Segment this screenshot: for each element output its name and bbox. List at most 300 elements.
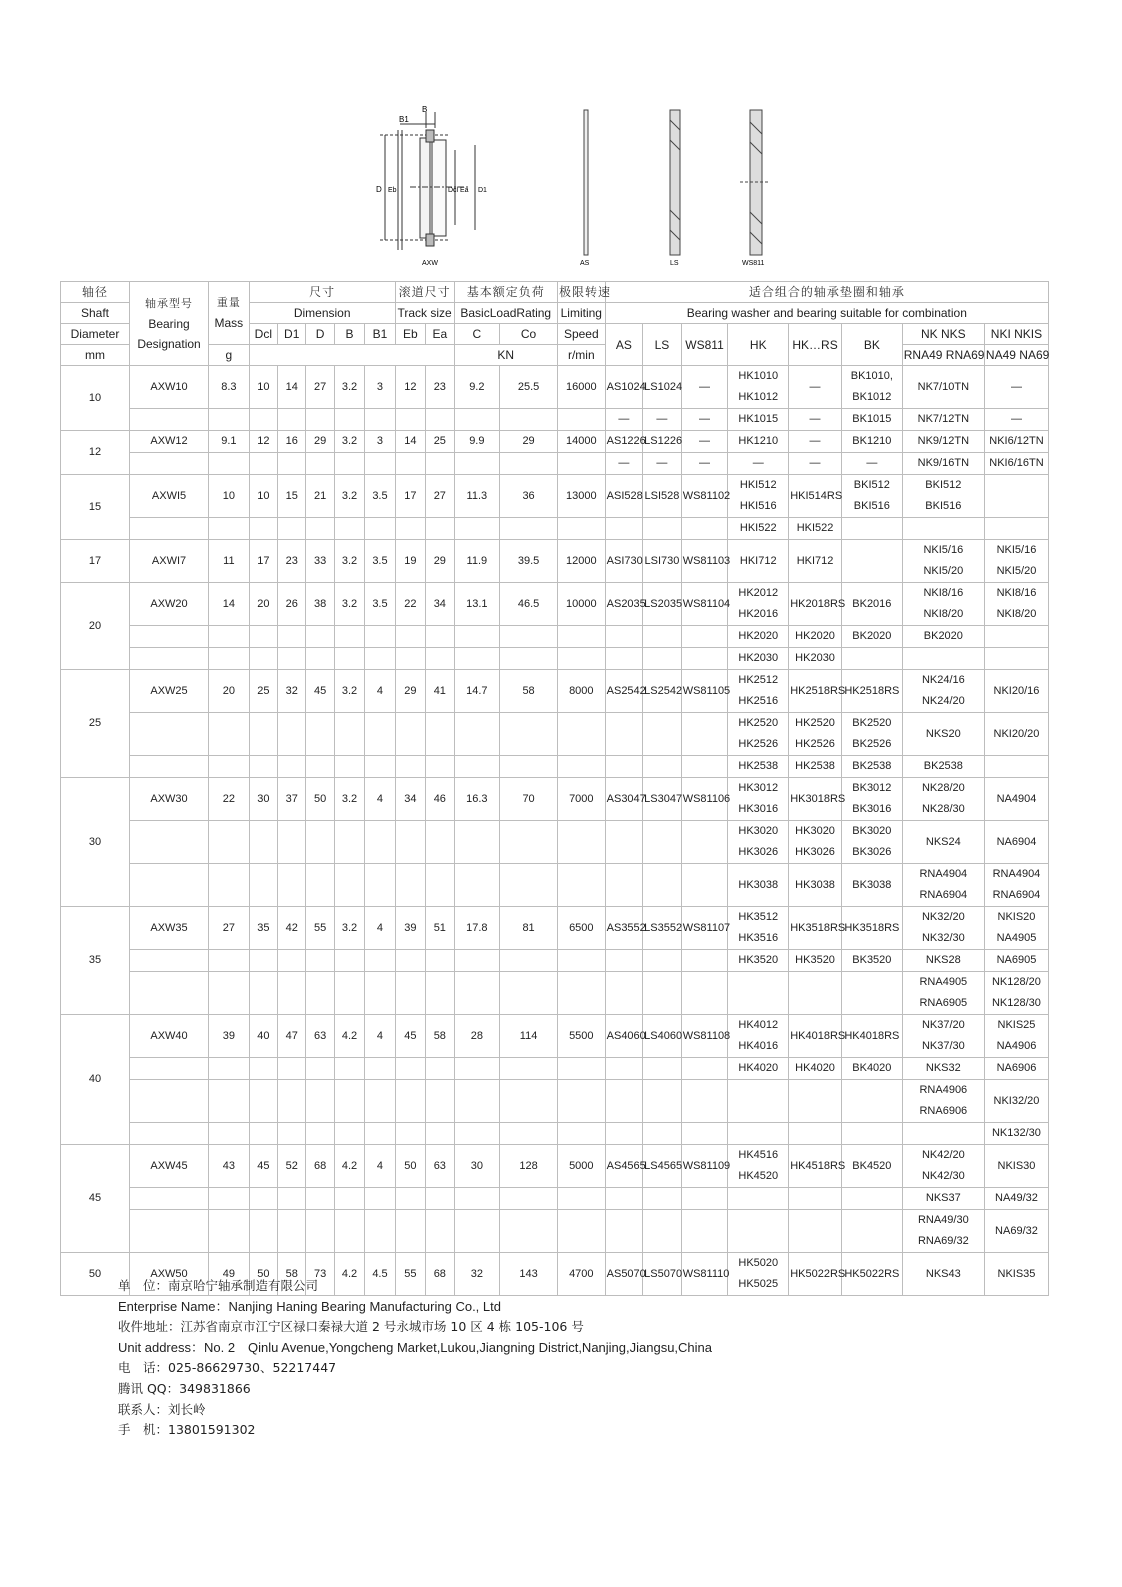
cell-bk [841,1080,902,1123]
cell-nki [984,1123,1048,1145]
ws811-washer [740,110,770,255]
cell-nki-line: NKI20/20 [993,727,1040,740]
mass-cn: 重量 [216,296,241,309]
cell-nk-line: RNA4904 [919,868,968,880]
cell-nki [984,950,1048,972]
cell-co-blank [500,626,558,648]
label-ls: LS [670,260,679,267]
cell-nki-line: NKI8/16 [996,587,1037,599]
cell-ws [681,1210,728,1253]
cell-bk [841,1210,902,1253]
bearing-spec-table [60,281,1049,1296]
cell-d-blank [306,972,334,1015]
table-row [61,540,1049,583]
cell-c-blank [454,453,500,475]
cell-as [605,1188,643,1210]
cell-hkrs [789,1210,842,1253]
cell-eb-blank [395,409,425,431]
cell-b1: 4 [365,1015,395,1058]
cell-b1-blank [365,864,395,907]
cell-ea: 25 [426,431,454,453]
cell-ls [643,821,682,864]
cell-b-blank [334,648,364,670]
table-row [61,1188,1049,1210]
cell-ls: LS5070 [643,1253,682,1296]
cell-dcl: 25 [249,670,277,713]
cell-d1-blank [278,409,306,431]
shaft-en2: Diameter [61,324,130,345]
cell-d1-blank [278,864,306,907]
cell-hkrs [789,950,842,972]
cell-bearing-blank [129,626,208,648]
cell-hkrs [789,907,846,950]
cell-d1: 26 [278,583,306,626]
cell-nk-line: NK28/20 [921,782,965,794]
cell-hk-line: HK2012 [738,587,779,599]
cell-ws [681,1058,728,1080]
cell-ea-blank [426,1123,454,1145]
shaft-diameter: 30 [61,778,130,907]
cell-speed-blank [557,972,605,1015]
cell-ea-blank [426,1080,454,1123]
col-bk: BK [841,324,902,366]
cell-b1-blank [365,1188,395,1210]
cell-d-blank [306,713,334,756]
cell-b1-blank [365,648,395,670]
cell-nk-line: NKS24 [925,835,961,848]
cell-dcl-blank [249,409,277,431]
cell-nki-line: NK132/30 [991,1127,1041,1139]
cell-ea-blank [426,756,454,778]
col-nk-bot: RNA49 RNA69 [902,345,984,366]
cell-nk [902,864,984,907]
cell-ea: 51 [426,907,454,950]
cell-c-blank [454,713,500,756]
cell-bk [841,950,902,972]
cell-nk-line: NK42/20 [921,1149,965,1161]
cell-hkrs-line: HK4518RS [790,1159,846,1172]
cell-ls [643,972,682,1015]
cell-bk-line: BK1210 [852,435,892,447]
cell-nki-line: NKI5/20 [996,565,1037,577]
shaft-diameter: 10 [61,366,130,431]
cell-nki [984,475,1048,518]
table-row [61,1210,1049,1253]
col-ea: Ea [426,324,454,345]
cell-d: 55 [306,907,334,950]
cell-hkrs-line: HK3038 [795,878,835,891]
cell-ls [643,626,682,648]
cell-hkrs [789,540,842,583]
cell-as: AS2542 [605,670,643,713]
phone: 电 话：025-86629730、52217447 [118,1360,337,1376]
cell-mass-blank [209,409,250,431]
cell-nk-line: RNA6905 [919,997,968,1009]
cell-as: AS1024 [605,366,643,409]
cell-c: 17.8 [454,907,500,950]
contact: 联系人：刘长岭 [118,1401,206,1417]
cell-c: 9.9 [454,431,500,453]
cell-co: 128 [500,1145,558,1188]
cell-nki [984,821,1048,864]
cell-hk [728,670,789,713]
shaft-diameter: 25 [61,670,130,778]
cell-b: 3.2 [334,540,364,583]
cell-as: — [605,453,643,475]
cell-nki [984,1188,1048,1210]
cell-eb-blank [395,1058,425,1080]
cell-bearing: AXW40 [129,1015,208,1058]
cell-co: 25.5 [500,366,558,409]
cell-hk-line: HK4516 [738,1149,779,1161]
cell-bk-line: HK2518RS [844,684,900,697]
cell-c-blank [454,1210,500,1253]
table-row [61,950,1049,972]
cell-b-blank [334,409,364,431]
cell-hk [728,778,789,821]
cell-ls [643,648,682,670]
cell-c-blank [454,1080,500,1123]
cell-bk [841,518,902,540]
cell-dcl-blank [249,1058,277,1080]
table-row [61,366,1049,409]
cell-hk [728,431,789,453]
cell-hkrs [789,1188,842,1210]
cell-as: ASI730 [605,540,643,583]
speed-en1: Limiting [557,303,605,324]
cell-speed-blank [557,756,605,778]
cell-dcl: 45 [249,1145,277,1188]
cell-d1: 32 [278,670,306,713]
cell-nki-line: NK128/20 [991,976,1041,988]
cell-hk-line: HK5020 [738,1257,779,1269]
table-header [61,282,1049,366]
cell-as: AS2035 [605,583,643,626]
cell-bk [841,583,902,626]
cell-hk-line: HK2520 [738,717,779,729]
cell-b: 3.2 [334,778,364,821]
cell-as: ASI528 [605,475,643,518]
dim-cn: 尺寸 [249,282,395,303]
cell-hkrs-line: HKI712 [796,554,834,567]
cell-nk [902,1253,984,1296]
cell-nk [902,713,984,756]
cell-d: 21 [306,475,334,518]
cell-nk [902,409,984,431]
shaft-unit: mm [61,345,130,366]
cell-ls: — [643,409,682,431]
cell-dcl-blank [249,518,277,540]
cell-nk [902,821,984,864]
cell-eb-blank [395,950,425,972]
table-row [61,821,1049,864]
col-nki-bot: NA49 NA69 [984,345,1048,366]
cell-bk-line: HK4018RS [844,1029,900,1042]
cell-eb-blank [395,713,425,756]
cell-co: 70 [500,778,558,821]
cell-nk [902,1210,984,1253]
cell-bk [841,756,902,778]
cell-hkrs [789,713,842,756]
col-b1: B1 [365,324,395,345]
cell-hkrs-line: HK2020 [795,630,835,642]
cell-mass: 11 [209,540,250,583]
shaft-diameter: 20 [61,583,130,670]
dim-en: Dimension [249,303,395,324]
cell-ls [643,518,682,540]
cell-mass-blank [209,518,250,540]
cell-d1: 42 [278,907,306,950]
cell-b-blank [334,821,364,864]
cell-hk-line: HK2538 [738,760,779,772]
cell-as: AS4060 [605,1015,643,1058]
cell-mass: 27 [209,907,250,950]
cell-hk-line: HK3012 [738,782,779,794]
cell-mass: 22 [209,778,250,821]
cell-eb-blank [395,972,425,1015]
cell-hk-line: HK1012 [738,391,779,403]
cell-hk [728,648,789,670]
cell-bearing-blank [129,972,208,1015]
cell-bk [841,366,902,409]
cell-ws: WS81102 [681,475,728,518]
shaft-diameter: 45 [61,1145,130,1253]
cell-hkrs-line: HKI514RS [790,489,843,502]
cell-bearing: AXW25 [129,670,208,713]
table-row [61,1015,1049,1058]
cell-nki [984,1253,1048,1296]
cell-speed: 16000 [557,366,605,409]
cell-b1: 4.5 [365,1253,395,1296]
cell-nki-line: NA6905 [996,954,1037,966]
cell-ws [681,756,728,778]
cell-as [605,756,643,778]
cell-bearing: AXW45 [129,1145,208,1188]
cell-hkrs [789,1145,846,1188]
comb-cn: 适合组合的轴承垫圈和轴承 [605,282,1048,303]
cell-hk-line: HKI522 [739,522,777,534]
cell-eb-blank [395,453,425,475]
cell-c: 14.7 [454,670,500,713]
cell-bk-line: BK2016 [852,597,892,610]
cell-b-blank [334,518,364,540]
cell-bearing-blank [129,821,208,864]
cell-nk-line: NKI5/20 [923,565,964,577]
table-row [61,713,1049,756]
cell-eb: 19 [395,540,425,583]
cell-b1: 4 [365,907,395,950]
cell-nk-line: NK32/30 [921,932,965,944]
cell-d-blank [306,453,334,475]
cell-d-blank [306,1210,334,1253]
cell-dcl-blank [249,821,277,864]
cell-hkrs-line: — [809,413,821,425]
table-row [61,518,1049,540]
cell-mass: 8.3 [209,366,250,409]
cell-hk-line: HK2030 [738,652,779,664]
cell-nki [984,518,1048,540]
cell-hk-line: HK4016 [738,1040,779,1052]
cell-hk [728,453,789,475]
cell-hkrs [789,626,842,648]
cell-ea: 34 [426,583,454,626]
cell-bk-line: BK2538 [852,760,892,772]
cell-ws: WS81106 [681,778,728,821]
cell-nk-line: NK28/30 [921,803,965,815]
cell-hkrs [789,670,846,713]
label-b: B [422,105,428,114]
cell-hkrs-line: HK2538 [795,760,835,772]
cell-nki [984,713,1048,756]
cell-dcl: 20 [249,583,277,626]
cell-speed: 7000 [557,778,605,821]
cell-dcl-blank [249,1188,277,1210]
cell-mass-blank [209,453,250,475]
cell-mass: 49 [209,1253,250,1296]
col-d1: D1 [278,324,306,345]
cell-hk-line: HK1010 [738,370,779,382]
cell-bearing-blank [129,1080,208,1123]
cell-hk-line: HK1210 [738,435,779,447]
cell-d: 73 [306,1253,334,1296]
comb-en: Bearing washer and bearing suitable for combination [605,303,1048,324]
cell-hkrs-line: — [809,380,821,393]
label-ea: Ea [460,187,469,194]
table-row [61,972,1049,1015]
cell-co-blank [500,821,558,864]
cell-hk-line: HK4012 [738,1019,779,1031]
col-d: D [306,324,334,345]
cell-c-blank [454,1058,500,1080]
cell-hkrs-line: HK4018RS [790,1029,846,1042]
cell-nki-line: — [1010,380,1022,393]
shaft-diameter: 17 [61,540,130,583]
cell-hkrs [789,648,842,670]
cell-b1-blank [365,950,395,972]
speed-unit: r/min [557,345,605,366]
cell-dcl-blank [249,1080,277,1123]
cell-eb: 34 [395,778,425,821]
cell-co-blank [500,409,558,431]
cell-b-blank [334,972,364,1015]
col-eb: Eb [395,324,425,345]
cell-nki [984,670,1048,713]
cell-nk-line: NK37/20 [921,1019,965,1031]
cell-mass-blank [209,756,250,778]
cell-bk [841,1253,902,1296]
cell-mass-blank [209,864,250,907]
cell-b-blank [334,453,364,475]
cell-ea-blank [426,453,454,475]
cell-b-blank [334,756,364,778]
cell-b1: 3.5 [365,475,395,518]
cell-ls: — [643,453,682,475]
assembly-section [380,112,475,250]
cell-b-blank [334,713,364,756]
cell-nk [902,907,984,950]
cell-hkrs-line: HK5022RS [790,1267,846,1280]
cell-ea: 23 [426,366,454,409]
cell-d-blank [306,950,334,972]
cell-nki [984,778,1048,821]
cell-eb: 22 [395,583,425,626]
cell-dcl: 50 [249,1253,277,1296]
cell-hk [728,1080,789,1123]
cell-mass-blank [209,1080,250,1123]
cell-eb: 45 [395,1015,425,1058]
cell-bk-line: BK4520 [852,1159,892,1172]
cell-bearing-blank [129,756,208,778]
cell-bk-line: BK3038 [852,878,892,891]
cell-c-blank [454,756,500,778]
bearing-drawing-svg [210,100,930,275]
cell-ea-blank [426,713,454,756]
bearing-head [129,282,208,366]
cell-dcl-blank [249,626,277,648]
cell-bk [841,453,902,475]
cell-d: 33 [306,540,334,583]
cell-c: 30 [454,1145,500,1188]
cell-b-blank [334,1188,364,1210]
cell-c: 13.1 [454,583,500,626]
unit-cn: 单 位：南京哈宁轴承制造有限公司 [118,1278,319,1293]
cell-eb-blank [395,518,425,540]
cell-c-blank [454,1188,500,1210]
cell-c-blank [454,864,500,907]
cell-nk [902,431,984,453]
cell-bk [841,1145,902,1188]
cell-bk-line: HK3518RS [844,921,900,934]
cell-bk [841,670,902,713]
as-washer [584,110,588,255]
cell-ls: LS2542 [643,670,682,713]
cell-bk [841,1058,902,1080]
cell-c-blank [454,821,500,864]
shaft-cn: 轴径 [61,282,130,303]
cell-hkrs [789,1253,846,1296]
cell-as [605,713,643,756]
label-d: D [376,185,382,194]
cell-hkrs [789,518,842,540]
shaft-diameter: 50 [61,1253,130,1296]
cell-ea-blank [426,1058,454,1080]
cell-eb-blank [395,648,425,670]
cell-d: 27 [306,366,334,409]
cell-d-blank [306,756,334,778]
cell-d1: 47 [278,1015,306,1058]
cell-nk [902,583,984,626]
cell-nk-line: NKI5/16 [923,544,964,556]
cell-eb: 12 [395,366,425,409]
cell-d-blank [306,821,334,864]
cell-ws [681,518,728,540]
cell-hk-line: HK3516 [738,932,779,944]
cell-bk-line: BKI516 [853,500,890,512]
cell-hk-line: HKI516 [739,500,777,512]
cell-bearing: AXW30 [129,778,208,821]
cell-c-blank [454,626,500,648]
cell-co: 58 [500,670,558,713]
cell-nki-line: RNA6904 [992,889,1041,901]
cell-speed: 8000 [557,670,605,713]
cell-bk-line: HK5022RS [844,1267,900,1280]
cell-nk [902,670,984,713]
cell-dcl-blank [249,1210,277,1253]
cell-co-blank [500,453,558,475]
cell-mass-blank [209,950,250,972]
cell-hkrs-line: HK2018RS [790,597,846,610]
table-row [61,453,1049,475]
